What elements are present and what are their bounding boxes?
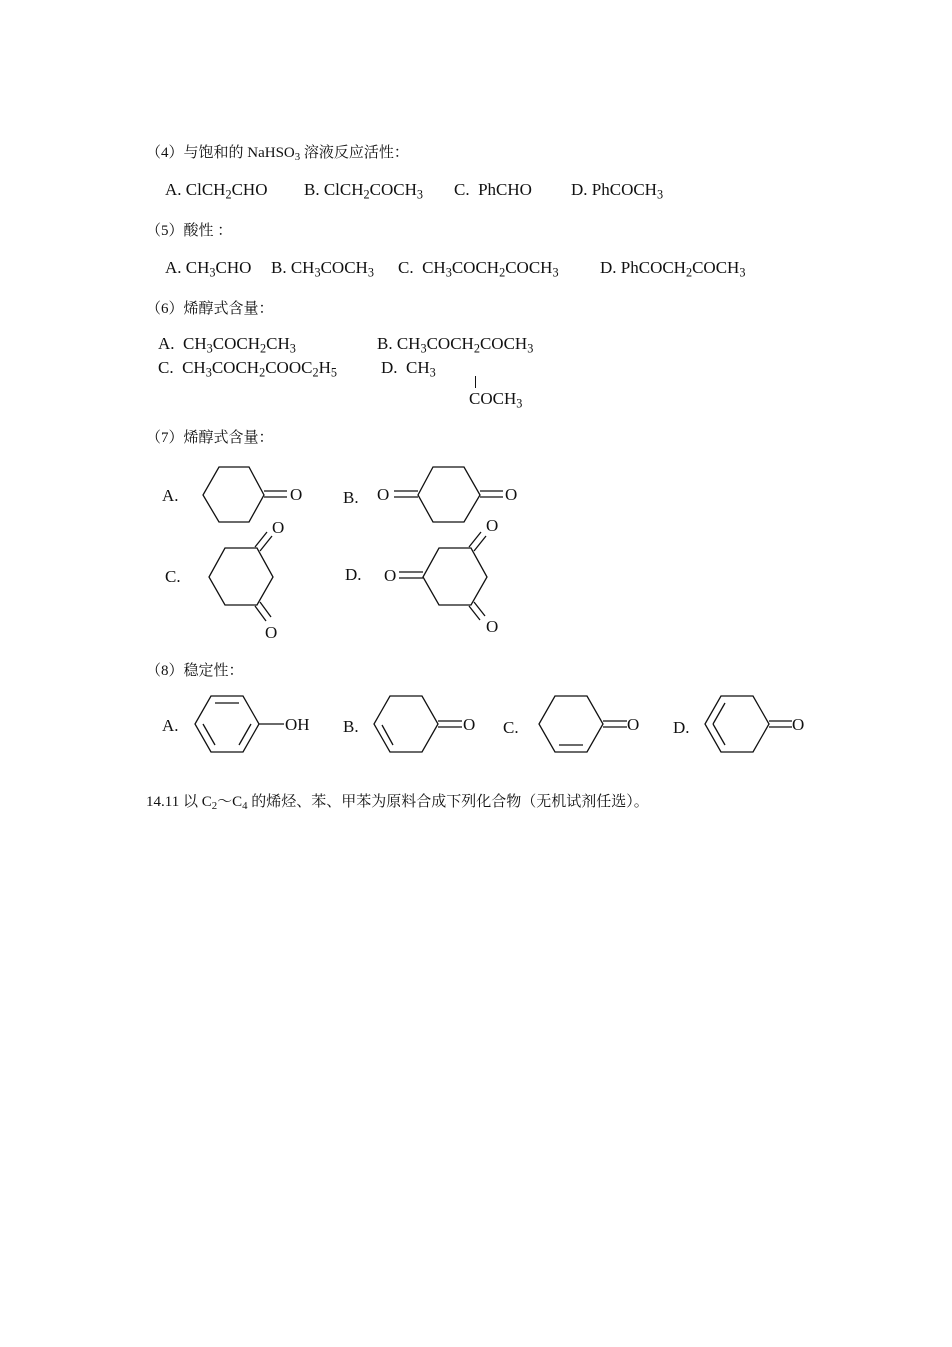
q14-11-text: 14.11 以 $C_2\sim C_4$ 的烯烃、苯、甲苯为原料合成下列化合物（无机试剂任选）。 bbox=[146, 794, 649, 813]
q8-label-d: D. bbox=[673, 718, 690, 737]
q4-option-c: C. PhCHO bbox=[454, 180, 532, 199]
q7-label-b: B. bbox=[343, 488, 359, 507]
q7-b-oxygen-left: O bbox=[377, 485, 390, 504]
q8-label-b: B. bbox=[343, 717, 359, 736]
q4-heading: （4）与饱和的 NaHSO$_3$ 溶液反应活性： bbox=[146, 145, 409, 164]
q6-heading: （6）烯醇式含量： bbox=[146, 301, 274, 317]
q5-option-b: B. $CH_3COCH_3$ bbox=[271, 258, 374, 280]
q6-option-d-branch: $COCH_3$ bbox=[469, 389, 523, 411]
q7-label-c: C. bbox=[165, 567, 181, 586]
q8-heading: （8）稳定性： bbox=[146, 663, 244, 679]
q7-c-oxygen-top: O bbox=[272, 518, 285, 537]
q7-label-a: A. bbox=[162, 486, 179, 505]
q7-b-oxygen-right: O bbox=[505, 485, 518, 504]
q5-option-d: D. $PhCOCH_2COCH_3$ bbox=[600, 258, 746, 280]
q8-label-c: C. bbox=[503, 718, 519, 737]
q5-option-a: A. $CH_3CHO$ bbox=[165, 258, 252, 280]
q5-heading: （5）酸性 ： bbox=[146, 223, 233, 239]
q8-b-oxygen: O bbox=[463, 715, 476, 734]
q8-label-a: A. bbox=[162, 716, 179, 735]
q7-d-oxygen-top: O bbox=[486, 516, 499, 535]
q7-c-oxygen-bottom: O bbox=[265, 623, 278, 642]
q6-option-b: B. $CH_3COCH_2COCH_3$ bbox=[377, 334, 534, 356]
q6-option-a: A. $CH_3COCH_2CH_3$ bbox=[158, 334, 296, 356]
q4-option-b: B. $ClCH_2COCH_3$ bbox=[304, 180, 424, 202]
q7-d-oxygen-left: O bbox=[384, 566, 397, 585]
q8-d-oxygen: O bbox=[792, 715, 805, 734]
q4-option-d: D. PhCOCH$_3$ bbox=[571, 180, 664, 202]
q8-c-oxygen: O bbox=[627, 715, 640, 734]
q7-label-d: D. bbox=[345, 565, 362, 584]
q7-d-oxygen-bottom: O bbox=[486, 617, 499, 636]
q4-option-a: A. ClCH$_2$CHO bbox=[165, 180, 268, 202]
q6-option-d: D. $CH_3$ bbox=[381, 358, 436, 380]
q6-option-c: C. $CH_3COCH_2COOC_2H_5$ bbox=[158, 358, 337, 380]
q7-a-oxygen: O bbox=[290, 485, 303, 504]
q5-option-c: C. $CH_3COCH_2COCH_3$ bbox=[398, 258, 559, 280]
q8-a-hydroxyl: OH bbox=[285, 715, 310, 734]
q7-heading: （7）烯醇式含量： bbox=[146, 430, 274, 446]
